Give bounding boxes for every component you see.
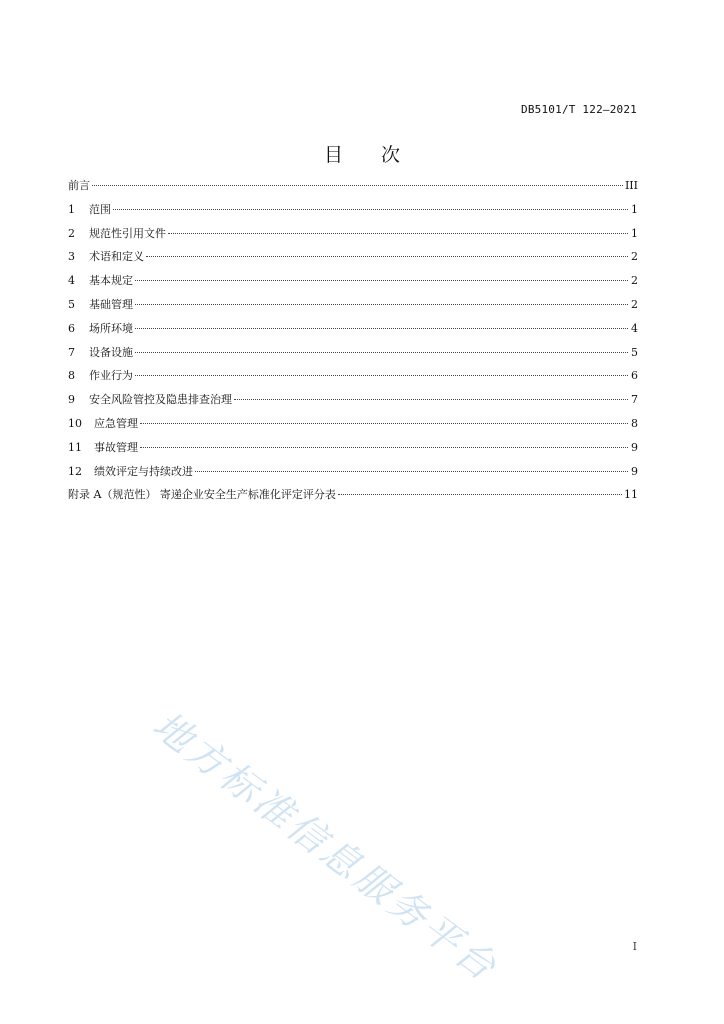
toc-entry-number: 5 — [68, 297, 75, 311]
toc-leader-dots — [113, 197, 628, 210]
toc-entry-page: 2 — [631, 274, 638, 288]
toc-entry-page: 9 — [631, 440, 638, 454]
toc-entry-page: 2 — [631, 250, 638, 264]
page-number: I — [632, 940, 637, 953]
toc-entry-label: 基础管理 — [89, 297, 133, 311]
toc-entry-page: 1 — [631, 226, 638, 240]
toc-entry-page: 4 — [631, 321, 638, 335]
toc-entry-label: 安全风险管控及隐患排查治理 — [89, 393, 232, 407]
toc-entry-page: 9 — [631, 464, 638, 478]
toc-title: 目次 — [323, 144, 438, 166]
toc-leader-dots — [140, 435, 628, 448]
toc-entry-number: 10 — [68, 416, 82, 430]
toc-entry-label: 前言 — [68, 179, 90, 192]
toc-leader-dots — [234, 387, 628, 400]
toc-entry-number: 12 — [68, 464, 82, 478]
toc-leader-dots — [135, 363, 628, 376]
toc-entry-label: 应急管理 — [94, 416, 138, 430]
toc-entry-page: 11 — [624, 488, 638, 502]
toc-leader-dots — [168, 221, 628, 234]
toc-entry-page: 5 — [631, 345, 638, 359]
toc-entry-page: 2 — [631, 297, 638, 311]
toc-leader-dots — [146, 244, 628, 257]
toc-entry-number: 4 — [68, 274, 75, 288]
toc-leader-dots — [195, 459, 628, 472]
toc-entry-label: 规范性引用文件 — [89, 226, 166, 240]
toc-entry-number: 3 — [68, 250, 75, 264]
document-code: DB5101/T 122—2021 — [521, 103, 637, 116]
toc-entry-page: 6 — [631, 369, 638, 383]
toc-entry-label: 场所环境 — [89, 321, 133, 335]
toc-entry-label: 术语和定义 — [89, 250, 144, 264]
toc-entry-label: 事故管理 — [94, 440, 138, 454]
toc-entry-label: 范围 — [89, 202, 111, 216]
toc-leader-dots — [135, 292, 628, 305]
toc-entry-number: 7 — [68, 345, 75, 359]
toc-entry-number: 9 — [68, 393, 75, 407]
toc-entry-page: 7 — [631, 393, 638, 407]
toc-list — [68, 176, 638, 509]
toc-leader-dots — [92, 173, 623, 186]
toc-leader-dots — [135, 340, 628, 353]
toc-leader-dots — [135, 316, 628, 329]
toc-entry-number: 1 — [68, 202, 75, 216]
toc-entry-label: 基本规定 — [89, 274, 133, 288]
toc-entry-page: III — [624, 179, 638, 192]
toc-entry-label: 设备设施 — [89, 345, 133, 359]
toc-entry-page: 1 — [631, 202, 638, 216]
toc-leader-dots — [140, 411, 628, 424]
toc-entry-page: 8 — [631, 416, 638, 430]
toc-entry-number: 2 — [68, 226, 75, 240]
toc-entry-number: 6 — [68, 321, 75, 335]
toc-entry-label: 绩效评定与持续改进 — [94, 464, 193, 478]
toc-entry[interactable] — [68, 485, 638, 509]
toc-entry-number: 11 — [68, 440, 82, 454]
watermark: 地方标准信息服务平台 — [144, 702, 507, 991]
toc-entry-label: 附录 A（规范性） 寄递企业安全生产标准化评定评分表 — [68, 488, 336, 502]
toc-entry-label: 作业行为 — [89, 369, 133, 383]
toc-leader-dots — [338, 482, 622, 495]
toc-leader-dots — [135, 268, 628, 281]
toc-entry-number: 8 — [68, 369, 75, 383]
